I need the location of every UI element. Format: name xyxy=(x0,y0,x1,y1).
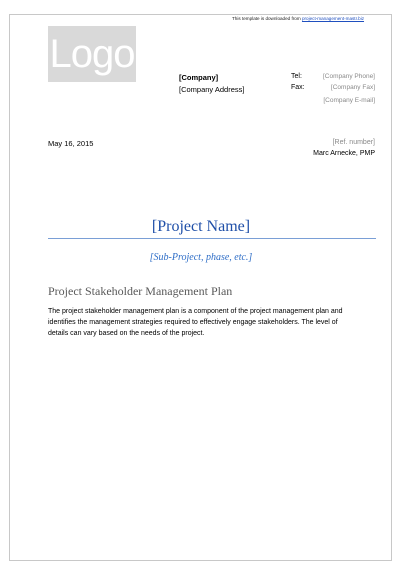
company-address: [Company Address] xyxy=(179,85,245,94)
logo-placeholder xyxy=(48,26,136,82)
project-name-title: [Project Name] xyxy=(151,218,251,235)
body-line: identifies the management strategies required to effectively engage stakeholders. The level of xyxy=(48,319,338,326)
download-notice xyxy=(232,16,364,21)
fax-label: Fax: xyxy=(291,84,305,91)
tel-label: Tel: xyxy=(291,73,302,80)
section-heading: Project Stakeholder Management Plan xyxy=(48,284,233,298)
sub-project-subtitle: [Sub-Project, phase, etc.] xyxy=(149,252,253,263)
ref-number: [Ref. number] xyxy=(332,139,375,146)
fax-value: [Company Fax] xyxy=(330,84,375,91)
logo-text: Logo xyxy=(49,31,135,76)
body-line: details can vary based on the needs of the project. xyxy=(48,330,205,337)
body-line: The project stakeholder management plan is a component of the project management plan and xyxy=(48,308,343,315)
title-divider xyxy=(48,238,376,239)
author-name: Marc Arnecke, PMP xyxy=(313,150,375,157)
download-notice-link[interactable]: project-management-mastr.biz xyxy=(301,16,365,21)
document-date: May 16, 2015 xyxy=(48,139,94,148)
download-notice-text: This template is downloaded from xyxy=(232,16,301,21)
section-body xyxy=(48,306,370,339)
tel-value: [Company Phone] xyxy=(322,73,375,80)
company-name: [Company] xyxy=(179,73,219,82)
email-value: [Company E-mail] xyxy=(323,97,375,104)
